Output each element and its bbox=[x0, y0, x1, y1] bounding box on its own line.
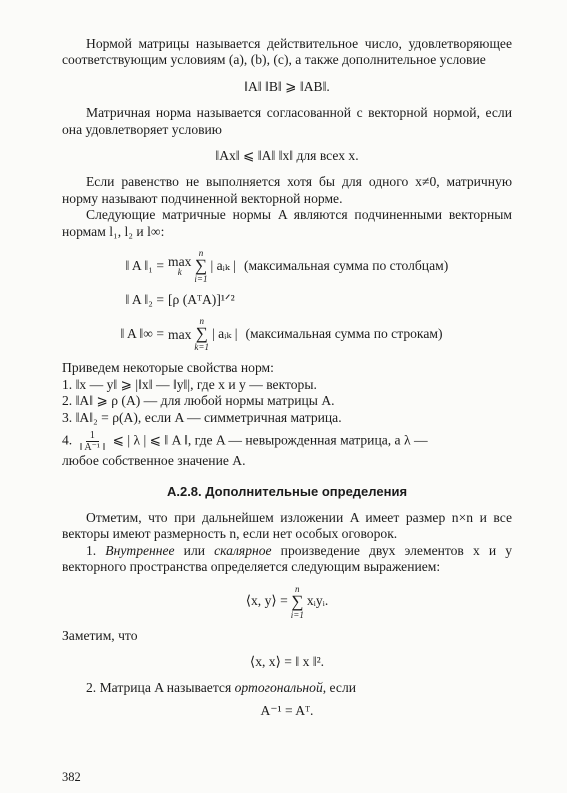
property-1: 1. ‖x — y‖ ⩾ |‖x‖ — ‖y‖|, где x и y — векторы. bbox=[62, 376, 317, 392]
properties-title: Приведем некоторые свойства норм: bbox=[62, 360, 274, 376]
inner-sum-lower: i=1 bbox=[290, 609, 304, 620]
formula-norm-2 bbox=[92, 292, 512, 308]
inner-product-num: 1. bbox=[86, 542, 106, 558]
orthogonal-pre: 2. Матрица A называется bbox=[86, 680, 235, 696]
norm1-sum bbox=[194, 248, 207, 284]
formula-orthogonal: A⁻¹ = Aᵀ. bbox=[260, 702, 314, 718]
property-3: 3. ‖A‖₂ = ρ(A), если A — симметричная матрица. bbox=[62, 409, 342, 425]
norm2-rhs: [ρ (AᵀA)]¹ᐟ² bbox=[168, 292, 235, 308]
paragraph-inner-product bbox=[62, 543, 512, 576]
norm1-term: | aᵢₖ | bbox=[210, 257, 236, 273]
norm1-max bbox=[168, 255, 191, 277]
formula-inner-product bbox=[62, 584, 512, 620]
sigma-icon: ∑ bbox=[194, 256, 207, 276]
page-number: 382 bbox=[62, 770, 81, 784]
fraction-denominator: ‖ A⁻¹ ‖ bbox=[79, 442, 106, 454]
norm3-term: | aᵢₖ | bbox=[211, 326, 238, 342]
page-body bbox=[62, 36, 512, 729]
norm3-sum-upper: n bbox=[199, 316, 204, 327]
norm1-lhs: ‖ A ‖₁ = bbox=[125, 257, 164, 273]
property-4-tail: любое собственное значение A. bbox=[62, 453, 246, 469]
formula-norm-inf bbox=[92, 316, 512, 352]
sigma-icon: ∑ bbox=[195, 324, 208, 344]
paragraph-note: Заметим, что bbox=[62, 627, 138, 643]
term-scalar: скалярное bbox=[214, 542, 272, 558]
section-heading: A.2.8. Дополнительные определения bbox=[166, 483, 408, 499]
fraction-numerator: 1 bbox=[86, 430, 99, 442]
paragraph-orthogonal bbox=[62, 680, 512, 696]
property-4-fraction bbox=[80, 430, 106, 453]
norm1-max-label: max bbox=[168, 254, 192, 270]
formula-consistency: ‖Ax‖ ⩽ ‖A‖ ‖x‖ для всех x. bbox=[215, 148, 359, 164]
inner-term: xᵢyᵢ. bbox=[306, 593, 329, 609]
paragraph-subordinate-norm: Если равенство не выполняется хотя бы для одного x≠0, матричную норму называют подчиненной векторной норме. bbox=[62, 174, 512, 206]
norm2-lhs: ‖ A ‖₂ = bbox=[125, 292, 164, 308]
norm1-note: (максимальная сумма по столбцам) bbox=[243, 257, 449, 273]
paragraph-subordinate-list: Следующие матричные нормы A являются подчиненными векторным нормам l₁, l₂ и l∞: bbox=[62, 207, 512, 239]
norm3-note: (максимальная сумма по строкам) bbox=[245, 326, 443, 342]
formula-submultiplicative: ‖A‖ ‖B‖ ⩾ ‖AB‖. bbox=[244, 78, 330, 94]
inner-product-rest: произведение двух элементов x и y векторного пространства определяется следующим выражением: bbox=[62, 542, 512, 575]
inner-lhs: ⟨x, y⟩ = bbox=[245, 593, 288, 609]
paragraph-consistent-norm: Матричная норма называется согласованной с векторной нормой, если она удовлетворяет условию bbox=[62, 105, 512, 137]
norm3-sum-lower: k=1 bbox=[194, 342, 209, 353]
property-4-text: ⩽ | λ | ⩽ ‖ A ‖, где A — невырожденная матрица, а λ — bbox=[112, 432, 428, 448]
property-2: 2. ‖A‖ ⩾ ρ (A) — для любой нормы матрицы A. bbox=[62, 393, 335, 409]
paragraph-matrix-norm-def: Нормой матрицы называется действительное число, удовлетворяющее соответствующим условиям (a), (b), (c), а также дополнительное условие bbox=[62, 36, 512, 68]
formula-self-product: ⟨x, x⟩ = ‖ x ‖². bbox=[249, 653, 325, 669]
term-orthogonal: ортогональной bbox=[234, 680, 323, 696]
norm3-lhs: ‖ A ‖∞ = bbox=[120, 326, 164, 342]
norm3-max-label: max bbox=[168, 326, 192, 342]
norm1-max-sub: k bbox=[177, 267, 182, 278]
norm1-sum-lower: i=1 bbox=[194, 274, 208, 285]
formula-norm-1 bbox=[92, 248, 512, 284]
paragraph-size-note: Отметим, что при дальнейшем изложении A имеет размер n×n и все векторы имеют размерность n, если нет особых оговорок. bbox=[62, 509, 512, 542]
norm3-sum bbox=[194, 316, 209, 352]
inner-sum-upper: n bbox=[295, 583, 300, 594]
norm1-sum-upper: n bbox=[198, 248, 204, 259]
inner-product-or: или bbox=[174, 542, 215, 558]
property-4 bbox=[62, 430, 512, 453]
term-inner: Внутреннее bbox=[105, 542, 175, 558]
property-4-number: 4. bbox=[62, 432, 73, 448]
norm3-max bbox=[168, 328, 191, 341]
inner-sum bbox=[291, 584, 304, 620]
sigma-icon: ∑ bbox=[291, 591, 304, 611]
orthogonal-post: , если bbox=[322, 680, 357, 696]
